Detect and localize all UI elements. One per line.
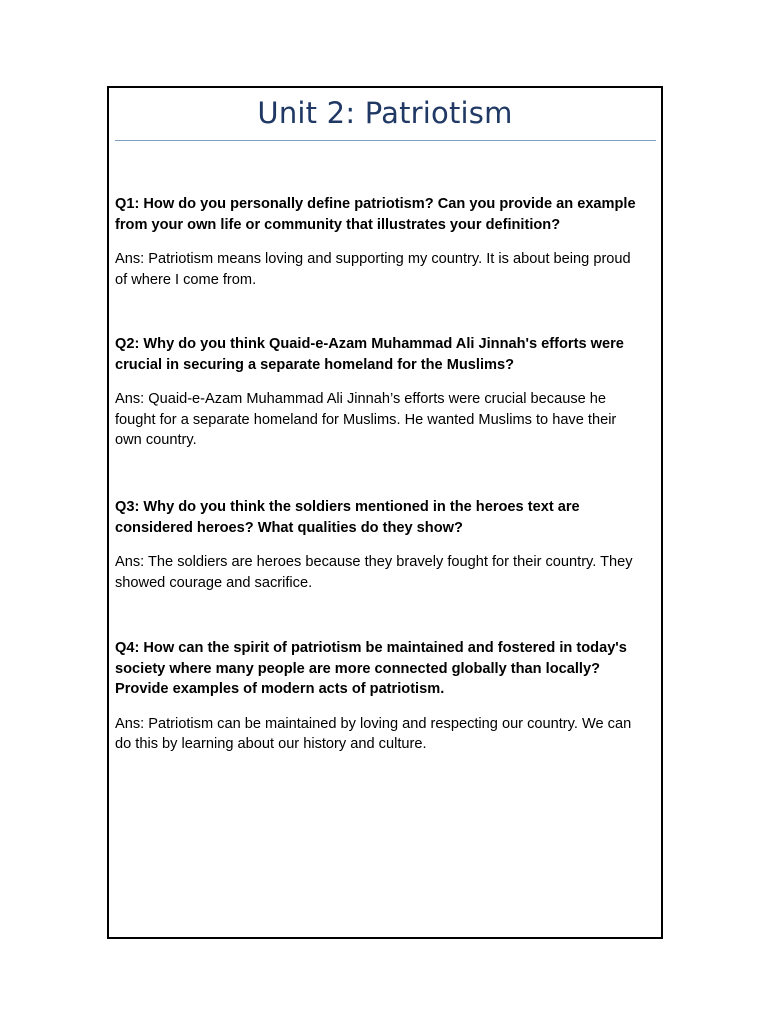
qa-block-3 [115,497,645,593]
answer-3: Ans: The soldiers are heroes because they bravely fought for their country. They showed courage and sacrifice. [115,554,633,591]
qa-block-2 [115,334,645,451]
question-3: Q3: Why do you think the soldiers mentioned in the heroes text are considered heroes? What qualities do they show? [115,499,580,536]
title-divider [115,140,656,141]
answer-2: Ans: Quaid-e-Azam Muhammad Ali Jinnah’s efforts were crucial because he fought for a separate homeland for Muslims. He wanted Muslims to have their own country. [115,391,617,448]
question-4: Q4: How can the spirit of patriotism be maintained and fostered in today's society where many people are more connected globally than locally? Provide examples of modern acts of patriotism. [115,640,627,697]
answer-1: Ans: Patriotism means loving and supporting my country. It is about being proud of where I come from. [115,251,631,288]
qa-block-1 [115,194,645,290]
page-frame [107,86,663,939]
question-2: Q2: Why do you think Quaid-e-Azam Muhammad Ali Jinnah's efforts were crucial in securing a separate homeland for the Muslims? [115,336,624,373]
answer-4: Ans: Patriotism can be maintained by loving and respecting our country. We can do this by learning about our history and culture. [115,715,632,752]
question-1: Q1: How do you personally define patriotism? Can you provide an example from your own life or community that illustrates your definition? [115,196,636,233]
qa-block-4 [115,638,645,755]
page-title: Unit 2: Patriotism [257,96,513,130]
